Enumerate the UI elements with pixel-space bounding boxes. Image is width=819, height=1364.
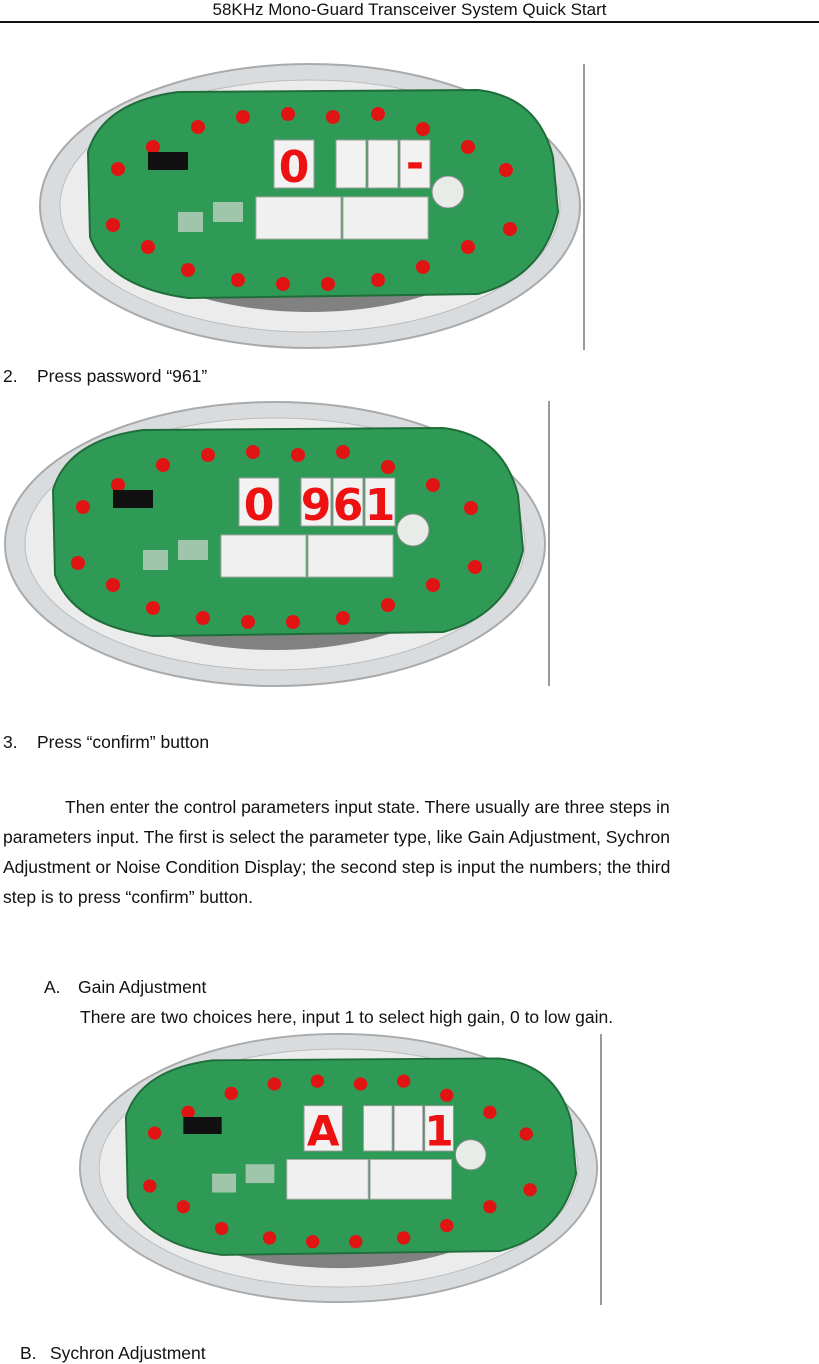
display-digit-1: A <box>306 1106 340 1156</box>
device-photo-3 <box>78 1032 600 1304</box>
display-digit-3: 6 <box>332 480 364 531</box>
instructions-paragraph <box>3 792 803 912</box>
step-2-text: Press password “961” <box>37 366 208 386</box>
display-digit-2: 9 <box>300 480 332 531</box>
display-digit-1: 0 <box>278 142 310 193</box>
paragraph-line-3: Adjustment or Noise Condition Display; the second step is input the numbers; the third <box>3 857 671 877</box>
display-digit-4: - <box>405 138 425 189</box>
step-3 <box>3 732 209 752</box>
section-b-title: Sychron Adjustment <box>50 1343 206 1363</box>
section-a-body: There are two choices here, input 1 to select high gain, 0 to low gain. <box>80 1007 614 1027</box>
step-3-text: Press “confirm” button <box>37 732 210 752</box>
section-a-letter: A. <box>44 977 61 997</box>
display-digit-1: 0 <box>243 480 275 531</box>
paragraph-line-2: parameters input. The first is select the parameter type, like Gain Adjustment, Sychron <box>3 827 670 847</box>
photo-1-edge-line <box>583 64 585 350</box>
step-2-number: 2. <box>3 366 18 386</box>
photo-2-edge-line <box>548 401 550 686</box>
header-rule <box>0 21 819 23</box>
display-digit-4: 1 <box>364 480 396 531</box>
step-2 <box>3 366 207 386</box>
device-photo-1 <box>38 62 583 350</box>
photo-3-edge-line <box>600 1034 602 1305</box>
paragraph-line-4: step is to press “confirm” button. <box>3 887 253 907</box>
display-digit-4: 1 <box>424 1106 454 1156</box>
device-photo-2 <box>3 400 548 688</box>
section-a-title: Gain Adjustment <box>78 977 207 997</box>
step-3-number: 3. <box>3 732 18 752</box>
page-header-title: 58KHz Mono-Guard Transceiver System Quick Start <box>212 0 607 19</box>
section-b-heading <box>20 1343 206 1363</box>
paragraph-line-1: Then enter the control parameters input state. There usually are three steps in <box>65 797 670 817</box>
section-a-heading <box>44 977 206 997</box>
section-b-letter: B. <box>20 1343 37 1363</box>
